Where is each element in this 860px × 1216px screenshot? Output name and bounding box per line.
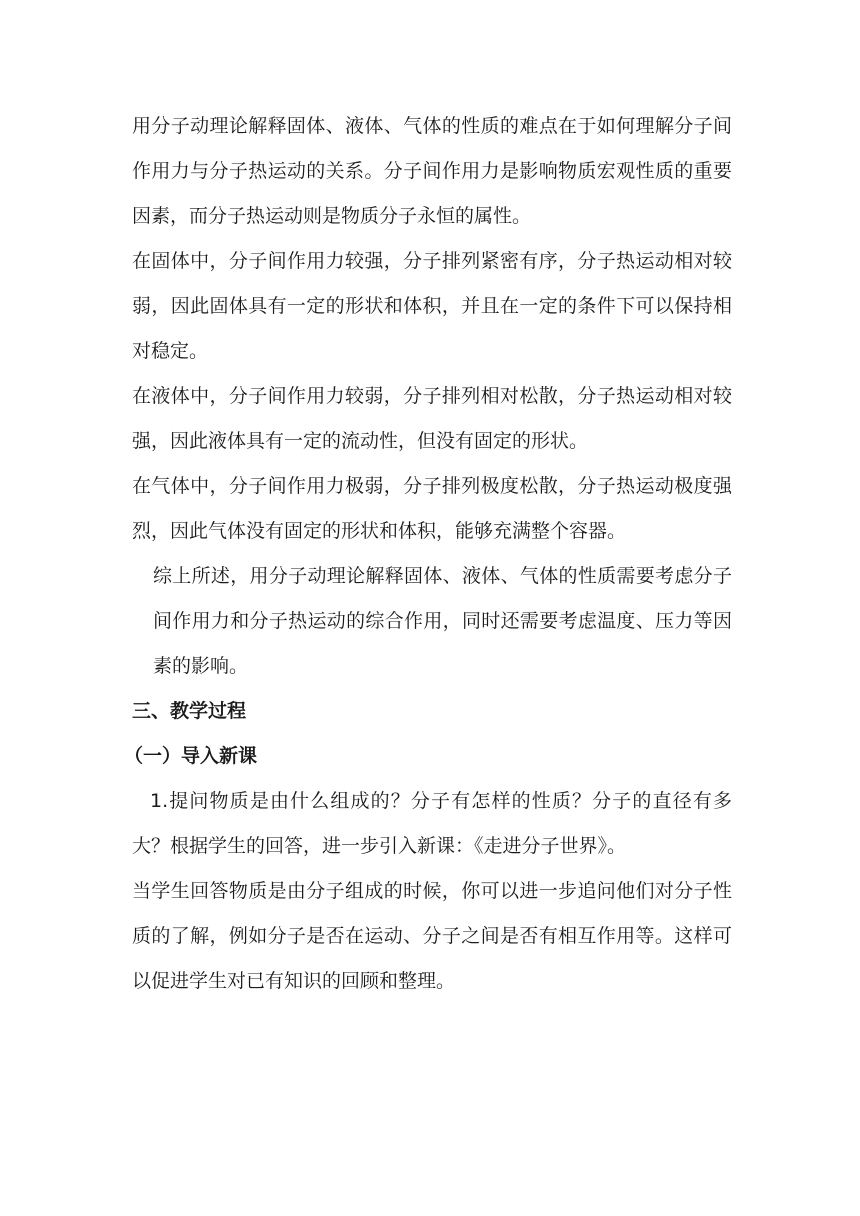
paragraph-solid: 在固体中，分子间作用力较强，分子排列紧密有序，分子热运动相对较弱，因此固体具有一定的形状和体积，并且在一定的条件下可以保持相对稳定。 (132, 250, 732, 362)
document-page (124, 104, 732, 1004)
paragraph-difficulty: 用分子动理论解释固体、液体、气体的性质的难点在于如何理解分子间作用力与分子热运动的关系。分子间作用力是影响物质宏观性质的重要因素，而分子热运动则是物质分子永恒的属性。 (132, 115, 732, 227)
subsection-heading: （一）导入新课 (124, 745, 258, 767)
paragraph-liquid: 在液体中，分子间作用力较弱，分子排列相对松散，分子热运动相对较强，因此液体具有一定的流动性，但没有固定的形状。 (132, 385, 732, 452)
numbered-item-1: 1.提问物质是由什么组成的？分子有怎样的性质？分子的直径有多大？根据学生的回答，进一步引入新课：《走进分子世界》。 (132, 790, 732, 857)
paragraph-summary: 综上所述，用分子动理论解释固体、液体、气体的性质需要考虑分子间作用力和分子热运动的综合作用，同时还需要考虑温度、压力等因素的影响。 (153, 565, 732, 677)
section-heading: 三、教学过程 (132, 700, 247, 722)
paragraph-gas: 在气体中，分子间作用力极弱，分子排列极度松散，分子热运动极度强烈，因此气体没有固定的形状和体积，能够充满整个容器。 (132, 475, 732, 542)
paragraph-closing: 当学生回答物质是由分子组成的时候，你可以进一步追问他们对分子性质的了解，例如分子是否在运动、分子之间是否有相互作用等。这样可以促进学生对已有知识的回顾和整理。 (132, 880, 732, 992)
